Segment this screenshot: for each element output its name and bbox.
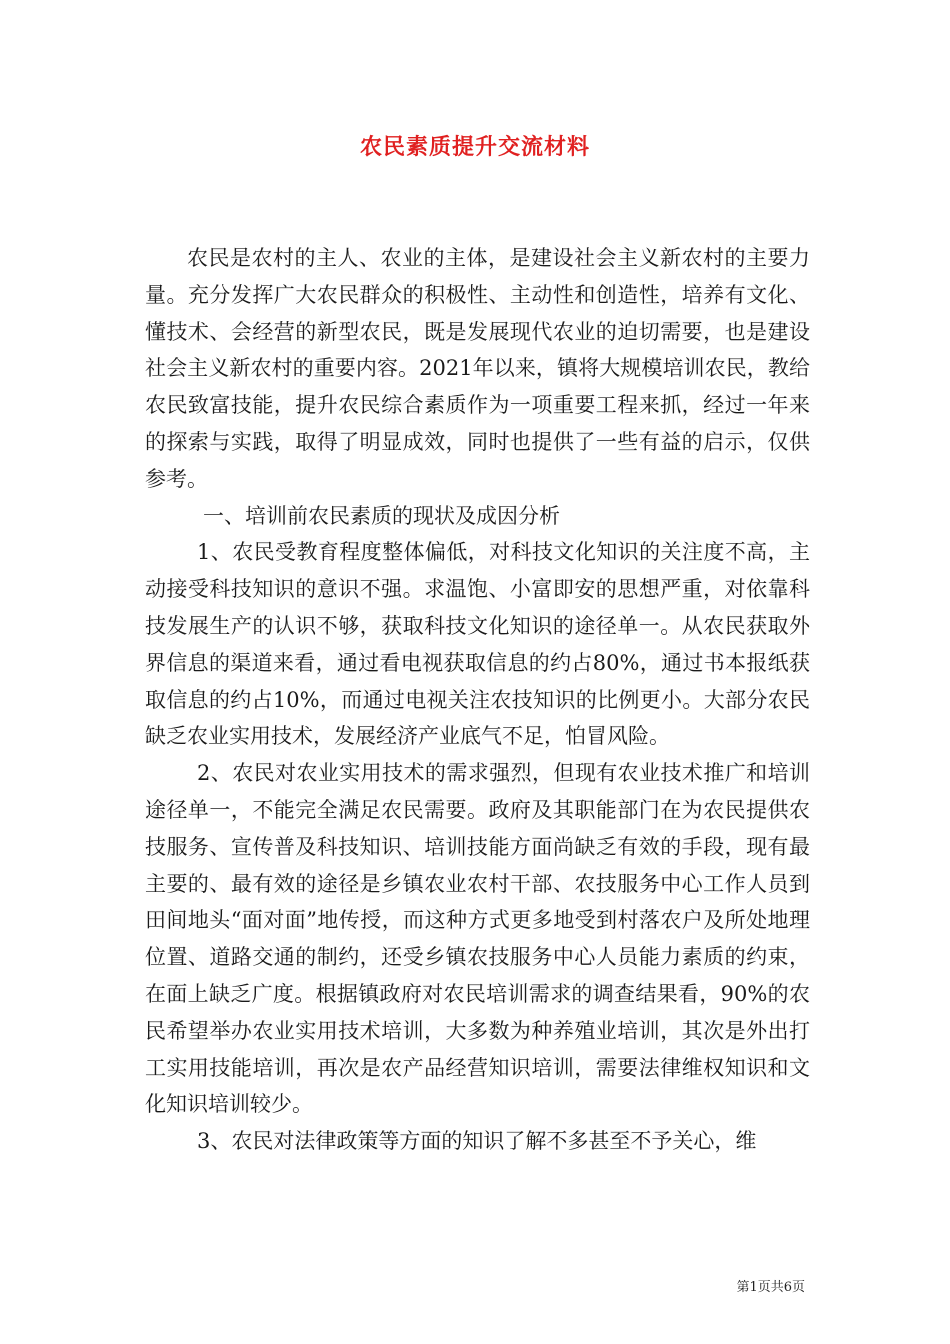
intro-paragraph: 农民是农村的主人、农业的主体，是建设社会主义新农村的主要力量。充分发挥广大农民群众的积极性、主动性和创造性，培养有文化、懂技术、会经营的新型农民，既是发展现代农业的迫切需要，也是建设社会主义新农村的重要内容。2021年以来，镇将大规模培训农民，教给农民致富技能，提升农民综合素质作为一项重要工程来抓，经过一年来的探索与实践，取得了明显成效，同时也提供了一些有益的启示，仅供参考。 [145,246,810,491]
list-item-3: 3、农民对法律政策等方面的知识了解不多甚至不予关心，维 [197,1129,757,1154]
page-number: 第1页共6页 [736,1280,805,1295]
section-heading: 一、培训前农民素质的现状及成因分析 [203,503,560,528]
document-body [145,240,810,1160]
list-item-1: 1、农民受教育程度整体偏低，对科技文化知识的关注度不高，主动接受科技知识的意识不强。求温饱、小富即安的思想严重，对依靠科技发展生产的认识不够，获取科技文化知识的途径单一。从农民获取外界信息的渠道来看，通过看电视获取信息的约占80%，通过书本报纸获取信息的约占10%，而通过电视关注农技知识的比例更小。大部分农民缺乏农业实用技术，发展经济产业底气不足，怕冒风险。 [145,540,810,749]
list-item-2: 2、农民对农业实用技术的需求强烈，但现有农业技术推广和培训途径单一，不能完全满足农民需要。政府及其职能部门在为农民提供农技服务、宣传普及科技知识、培训技能方面尚缺乏有效的手段，现有最主要的、最有效的途径是乡镇农业农村干部、农技服务中心工作人员到田间地头“面对面”地传授，而这种方式更多地受到村落农户及所处地理位置、道路交通的制约，还受乡镇农技服务中心人员能力素质的约束，在面上缺乏广度。根据镇政府对农民培训需求的调查结果看，90%的农民希望举办农业实用技术培训，大多数为种养殖业培训，其次是外出打工实用技能培训，再次是农产品经营知识培训，需要法律维权知识和文化知识培训较少。 [145,761,810,1117]
document-title: 农民素质提升交流材料 [359,134,590,160]
